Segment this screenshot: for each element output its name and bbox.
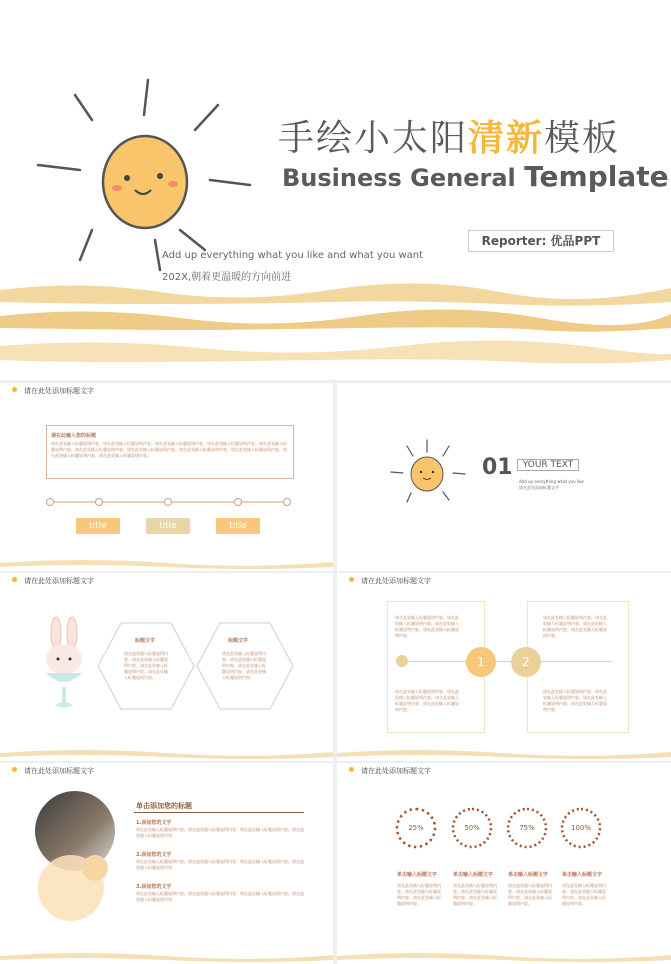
- title-underline: [134, 812, 304, 813]
- slide-header: 请在此处添加标题文字: [24, 767, 94, 775]
- timeline-label: title: [216, 518, 260, 534]
- progress-text: 请在此处输入标题说明内容。请在此处输入标题说明内容。请在此处输入标题说明内容。: [453, 883, 497, 906]
- point-text: 请在此处输入标题说明内容。请在此处输入标题说明内容。请在此处输入标题说明内容。请在此处输入标题说明内容。: [395, 615, 459, 638]
- bottom-wave: [0, 557, 333, 571]
- hero-waves: [0, 280, 671, 380]
- slide-header: 请在此处添加标题文字: [24, 387, 94, 395]
- slide-header: 请在此处添加标题文字: [361, 767, 431, 775]
- progress-text: 请在此处输入标题说明内容。请在此处输入标题说明内容。请在此处输入标题说明内容。: [508, 883, 552, 906]
- decor-circle-small: [82, 855, 108, 881]
- card-text: 请在此处输入标题说明内容。请在此处输入标题说明内容。请在此处输入标题说明内容。请在此处输入标题说明内容。请在此处输入标题说明内容。请在此处输入标题说明内容。请在此处输入标题说明内容。请在此处输入标题说明内容。请在此处输入标题说明内容。请在此处输入标题说明内容。请在此处输入标题说明内容。: [51, 441, 287, 458]
- hex-text: 请在此处输入标题说明内容。请在此处输入标题说明内容。请在此处输入标题说明内容。请在此处输入标题说明内容。: [124, 651, 168, 680]
- slide-timeline: [0, 383, 333, 571]
- small-sun-illustration: [387, 438, 467, 508]
- header-dot: [349, 577, 354, 582]
- progress-percent: 25%: [408, 824, 424, 832]
- reporter-box: Reporter: 优品PPT: [468, 230, 614, 252]
- list-item-title: 2.添加您的文字: [136, 852, 172, 858]
- progress-text: 请在此处输入标题说明内容。请在此处输入标题说明内容。请在此处输入标题说明内容。: [562, 883, 606, 906]
- subtitle-en: Add up everything what you like and what you want: [162, 250, 424, 261]
- slide-two-points: [337, 573, 671, 761]
- cover-slide: [0, 0, 671, 380]
- bottom-wave: [337, 950, 671, 964]
- progress-text: 请在此处输入标题说明内容。请在此处输入标题说明内容。请在此处输入标题说明内容。: [397, 883, 441, 906]
- list-main-title: 单击添加您的标题: [136, 802, 192, 810]
- section-heading: YOUR TEXT: [517, 459, 579, 471]
- point-number: 1: [466, 647, 496, 677]
- timeline-label: title: [146, 518, 190, 534]
- card-title: 请在此输入您的标题: [51, 433, 97, 439]
- section-number: 01: [482, 455, 513, 480]
- slide-hexagons: [0, 573, 333, 761]
- header-dot: [12, 577, 17, 582]
- progress-label: 单击输入标题文字: [562, 872, 603, 878]
- timeline-label: title: [76, 518, 120, 534]
- section-line2: 请在此处添加标题文字: [519, 485, 559, 490]
- slide-progress: [337, 763, 671, 964]
- point-text: 请在此处输入标题说明内容。请在此处输入标题说明内容。请在此处输入标题说明内容。请在此处输入标题说明内容。: [543, 615, 607, 638]
- hex-title: 标题文字: [228, 638, 249, 644]
- bottom-wave: [0, 747, 333, 761]
- list-item-title: 3.添加您的文字: [136, 884, 172, 890]
- slide-section-01: [337, 383, 671, 571]
- main-title-cn: 手绘小太阳清新模板: [278, 118, 621, 159]
- text-card: [46, 425, 294, 479]
- header-dot: [12, 767, 17, 772]
- progress-label: 单击输入标题文字: [453, 872, 494, 878]
- timeline-line: [44, 497, 294, 507]
- list-item-text: 请在此处输入标题说明内容。请在此处输入标题说明内容。请在此处输入标题说明内容。请在此处输入标题说明内容。: [136, 891, 304, 902]
- header-dot: [349, 767, 354, 772]
- bunny-illustration: [38, 615, 92, 715]
- header-dot: [12, 387, 17, 392]
- connector-dot: [396, 655, 408, 667]
- progress-label: 单击输入标题文字: [397, 872, 438, 878]
- hex-text: 请在此处输入标题说明内容。请在此处输入标题说明内容。请在此处输入标题说明内容。请在此处输入标题说明内容。: [222, 651, 266, 680]
- progress-percent: 50%: [464, 824, 480, 832]
- list-item-title: 1.添加您的文字: [136, 820, 172, 826]
- list-item-text: 请在此处输入标题说明内容。请在此处输入标题说明内容。请在此处输入标题说明内容。请在此处输入标题说明内容。: [136, 827, 304, 838]
- subtitle-cn: 202X,朝着更温暖的方向前进: [162, 272, 292, 283]
- main-title-en: Business General Template: [282, 160, 669, 193]
- progress-percent: 75%: [519, 824, 535, 832]
- slide-photo-list: [0, 763, 333, 964]
- list-item-text: 请在此处输入标题说明内容。请在此处输入标题说明内容。请在此处输入标题说明内容。请在此处输入标题说明内容。: [136, 859, 304, 870]
- point-text: 请在此处输入标题说明内容。请在此处输入标题说明内容。请在此处输入标题说明内容。请在此处输入标题说明内容。: [395, 689, 459, 712]
- section-line1: Add up everything what you like: [519, 479, 584, 484]
- progress-percent: 100%: [570, 824, 591, 832]
- bottom-wave: [0, 950, 333, 964]
- connector-line: [403, 661, 613, 662]
- bottom-wave: [337, 747, 671, 761]
- slide-header: 请在此处添加标题文字: [361, 577, 431, 585]
- point-text: 请在此处输入标题说明内容。请在此处输入标题说明内容。请在此处输入标题说明内容。请在此处输入标题说明内容。: [543, 689, 607, 712]
- point-number: 2: [511, 647, 541, 677]
- progress-label: 单击输入标题文字: [508, 872, 549, 878]
- slide-header: 请在此处添加标题文字: [24, 577, 94, 585]
- hex-title: 标题文字: [135, 638, 156, 644]
